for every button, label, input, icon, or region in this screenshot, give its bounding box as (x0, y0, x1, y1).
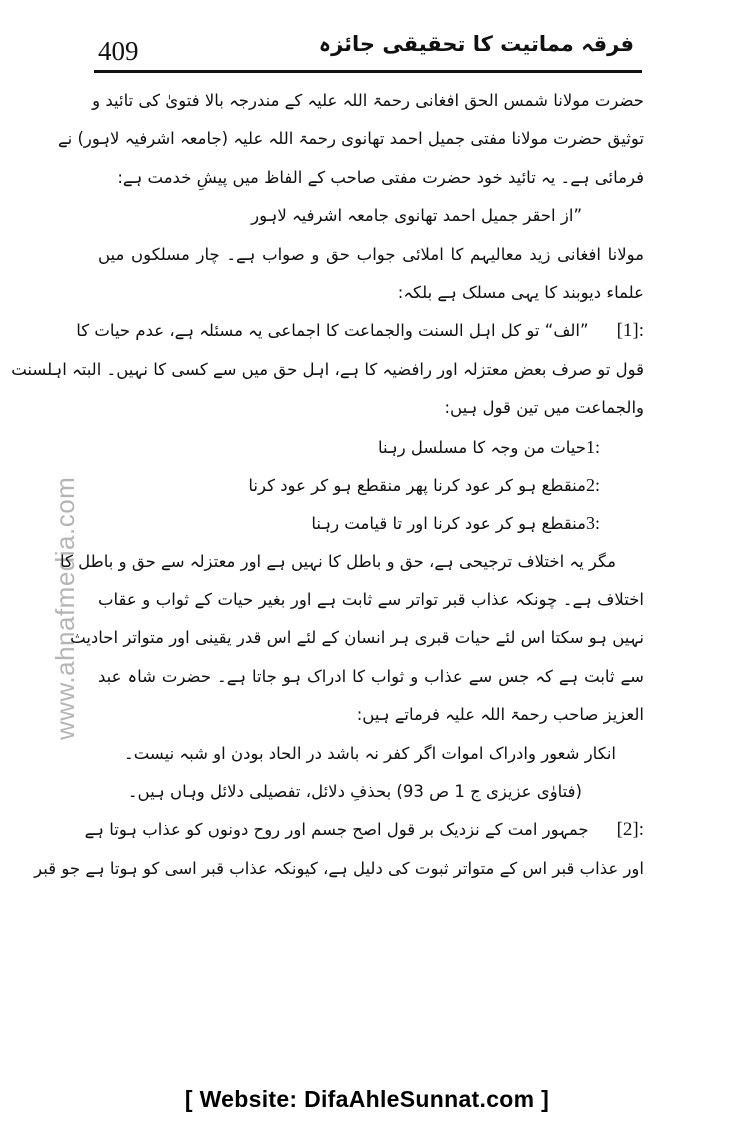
text-line: العزیز صاحب رحمۃ اللہ علیہ فرماتے ہیں: (356, 705, 644, 725)
text-line: والجماعت میں تین قول ہیں: (444, 398, 644, 418)
page-number: 409 (98, 36, 139, 66)
list-item-text: منقطع ہو کر عود کرنا اور تا قیامت رہنا (311, 514, 586, 534)
text-line: نہیں ہو سکتا اس لئے حیات قبری ہر انسان کے لئے اس قدر یقینی اور متواتر احادیث (70, 628, 644, 648)
text-line: قول تو صرف بعض معتزلہ اور رافضیہ کا ہے، اہل حق میں سے کسی کا نہیں۔ البتہ اہلسنت (11, 359, 644, 379)
text-line: علماء دیوبند کا یہی مسلک ہے بلکہ: (397, 282, 644, 302)
text-line: سے ثابت ہے کہ جس سے عذاب و ثواب کا ادراک ہو جاتا ہے۔ حضرت شاہ عبد (98, 666, 644, 686)
text-line: اور عذاب قبر اس کے متواتر ثبوت کی دلیل ہے، کیونکہ عذاب قبر اسی کو ہوتا ہے جو قبر (34, 858, 644, 878)
watermark: www.ahnafmedia.com (50, 476, 80, 740)
header-rule (94, 70, 642, 73)
text-line: اختلاف ہے۔ چونکہ عذاب قبر تواتر سے ثابت ہے اور بغیر حیات کے ثواب و عقاب (98, 590, 644, 610)
paragraph-2-first-line (84, 811, 644, 849)
text-line: فرمائی ہے۔ یہ تائید خود حضرت مفتی صاحب کے الفاظ میں پیشِ خدمت ہے: (117, 167, 644, 187)
citation: (فتاوٰی عزیزی ج 1 ص 93) بحذفِ دلائل، تفصیلی دلائل وہاں ہیں۔ (127, 782, 582, 802)
list-item-text: منقطع ہو کر عود کرنا پھر منقطع ہو کر عود کرنا (248, 475, 586, 495)
quote-heading: ”از احقر جمیل احمد تھانوی جامعہ اشرفیہ لاہور (251, 206, 582, 226)
list-item (98, 466, 644, 504)
list-item-number: 3: (586, 513, 601, 534)
text-line: توثیق حضرت مولانا مفتی جمیل احمد تھانوی رحمۃ اللہ علیہ (جامعہ اشرفیہ لاہور) نے (57, 129, 644, 149)
text-line: جمہور امت کے نزدیک بر قول اصح جسم اور روح دونوں کو عذاب ہوتا ہے (84, 820, 589, 840)
text-line: حضرت مولانا شمس الحق افغانی رحمۃ اللہ علیہ کے مندرجہ بالا فتویٰ کی تائید و (92, 91, 644, 110)
paragraph-1-marker: [1]: (616, 320, 644, 342)
list-item (98, 504, 644, 542)
list-item-number: 1: (586, 436, 601, 457)
website-footer: [ Website: DifaAhleSunnat.com ] (184, 1086, 550, 1112)
persian-quote: انکار شعور وادراک اموات اگر کفر نہ باشد در الحاد بودن او شبہ نیست۔ (124, 743, 616, 763)
text-line: مگر یہ اختلاف ترجیحی ہے، حق و باطل کا نہیں ہے اور معتزلہ سے حق و باطل کا (60, 551, 616, 571)
list-item-text: حیات من وجہ کا مسلسل رہنا (378, 437, 586, 457)
page-header (0, 0, 734, 80)
text-line: ”الف“ تو کل اہل السنت والجماعت کا اجماعی یہ مسئلہ ہے، عدم حیات کا (76, 321, 589, 341)
paragraph-1-first-line (76, 312, 644, 350)
text-line: مولانا افغانی زید معالیہم کا املائی جواب حق و صواب ہے۔ چار مسلکوں میں (98, 244, 644, 264)
list-item-number: 2: (586, 474, 601, 495)
running-title: فرقہ مماتیت کا تحقیقی جائزہ (318, 32, 634, 56)
list-item (98, 428, 644, 466)
paragraph-2-marker: [2]: (616, 819, 644, 841)
